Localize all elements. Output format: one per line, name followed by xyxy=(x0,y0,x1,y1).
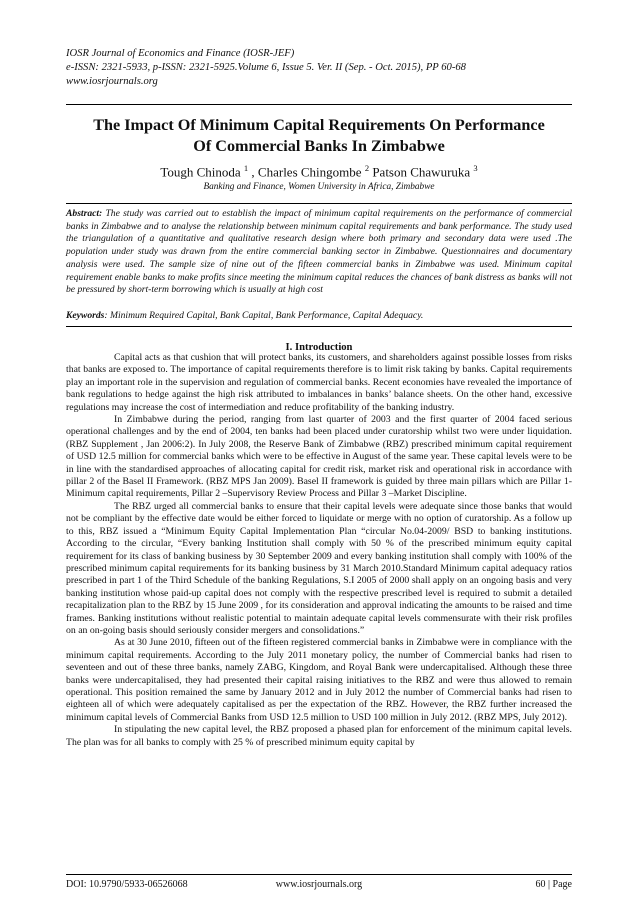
footer-page-number: 60 | Page xyxy=(535,879,572,890)
affiliation: Banking and Finance, Women University in Africa, Zimbabwe xyxy=(203,182,435,192)
paragraph: As at 30 June 2010, fifteen out of the fifteen registered commercial banks in Zimbabwe were in compliance with the minimum capital requirements. According to the July 2011 monetary policy, the number of Commercial banks had risen to seventeen and out of these three banks, namely ZABG, Kingdom, and Royal Bank were undercapitalised. Although these three banks were undercapitalised, they had presented their capital raising initiatives to the RBZ and were thus allowed to remain operational. This position remained the same by January 2012 and in July 2012 the number of Commercial banks had risen to eighteen all of which were adequately capitalised as per the expectation of the RBZ. However, the RBZ further increased the minimum capital levels of Commercial Banks from USD 12.5 million to USD 100 million in July 2012. (RBZ MPS, July 2012). xyxy=(66,637,572,723)
page-footer xyxy=(66,878,572,892)
footer-website[interactable]: www.iosrjournals.org xyxy=(275,879,363,890)
title-line-2: Of Commercial Banks In Zimbabwe xyxy=(193,136,445,155)
body-text xyxy=(66,352,572,749)
title-line-1: The Impact Of Minimum Capital Requirements On Performance xyxy=(93,116,545,134)
journal-issn: e-ISSN: 2321-5933, p-ISSN: 2321-5925.Volume 6, Issue 5. Ver. II (Sep. - Oct. 2015), PP 60-68 xyxy=(66,62,466,74)
abstract-bottom-rule xyxy=(66,326,572,327)
author-1-affiliation-mark: 1 xyxy=(243,163,249,173)
author-3-affiliation-mark: 3 xyxy=(473,163,478,173)
footer-rule xyxy=(66,874,572,875)
journal-header xyxy=(66,47,586,90)
abstract-label: Abstract: xyxy=(66,208,103,219)
paragraph: Capital acts as that cushion that will protect banks, its customers, and shareholders against possible losses from risks that banks are exposed to. The importance of capital requirements therefore is to limit risk taking by banks. Capital requirements play an important role in the supervision and regulation of commercial banks. Recent economies have revealed the importance of bank regulations to hedge against the high risk attributed to imbalances in banks’ balance sheets. On the other hand, excessive regulations may increase the cost of intermediation and reduce profitability of the banking industry. xyxy=(66,352,572,413)
abstract xyxy=(66,208,572,297)
keywords-label: Keywords xyxy=(66,310,105,321)
footer-doi: DOI: 10.9790/5933-06526068 xyxy=(66,879,188,890)
journal-website[interactable]: www.iosrjournals.org xyxy=(66,76,158,88)
keywords xyxy=(66,310,572,323)
header-rule xyxy=(66,104,572,105)
abstract-text: The study was carried out to establish the impact of minimum capital requirements on the performance of commercial banks in Zimbabwe and to analyse the relationship between minimum capital requirements and bank performance. The study used the triangulation of a quantitative and qualitative research design where both primary and secondary data were used .The population under study was drawn from the entire commercial banking sector in Zimbabwe. Questionnaires and documentary analysis were used. The sample size of nine out of the fifteen commercial banks in Zimbabwe was used. Minimum capital requirement enable banks to make profits since meeting the minimum capital reduces the chances of bank distress as banks will not be pressured by short-term borrowing which is usually at high cost xyxy=(66,208,572,296)
author-2: , Charles Chingombe xyxy=(251,164,362,180)
paragraph: The RBZ urged all commercial banks to ensure that their capital levels were adequate since those banks that would not be compliant by the effective date would be either forced to liquidate or merge with no option of curatorship. As a follow up to this, RBZ issued a “Minimum Equity Capital Implementation Plan “circular No.04-2009/ BSD to banking institutions. According to the circular, “Every banking Institution shall comply with 50 % of the prescribed minimum equity capital requirement for its class of banking business by 30 September 2009 and every banking institution shall comply with 100% of the prescribed minimum capital requirements for its banking business by 31 March 2010.Standard Minimum capital adequacy ratios prescribed in part 1 of the Third Schedule of the banking Regulations, S.I 2005 of 2000 shall apply on an ongoing basis and very banking institution whose paid-up capital does not comply with the respective prescribed level is required to submit a detailed recapitalization plan to the RBZ by 15 June 2009 , for its consideration and approval indicating the amounts to be raised and time frames. Banking institutions without realistic potential to maintain adequate capital levels commensurate with their risk profiles on an on-going basis should seriously consider mergers and consolidations.” xyxy=(66,500,572,636)
abstract-top-rule xyxy=(66,203,572,204)
author-3: Patson Chawuruka xyxy=(372,164,471,180)
paper-title xyxy=(60,115,578,156)
paragraph: In Zimbabwe during the period, ranging from last quarter of 2003 and the first quarter of 2004 faced serious operational challenges and by the end of 2004, ten banks had been placed under curatorship whilst two were under liquidation.(RBZ Supplement , Jan 2006:2). In July 2008, the Reserve Bank of Zimbabwe (RBZ) prescribed minimum capital requirement of USD 12.5 million for commercial banks which were to be effective in August of the same year. These capital levels were to be in line with the standardised approaches of allocating capital for credit risk, market risk and operational risk in accordance with pillar 2 of the Basel II Framework. (RBZ MPS Jan 2009). Basel II framework is guided by three main pillars which are Pillar 1-Minimum capital requirements, Pillar 2 –Supervisory Review Process and Pillar 3 –Market Discipline. xyxy=(66,414,572,500)
author-2-affiliation-mark: 2 xyxy=(364,163,370,173)
author-1: Tough Chinoda xyxy=(160,164,241,180)
keywords-text: : Minimum Required Capital, Bank Capital, Bank Performance, Capital Adequacy. xyxy=(104,310,424,321)
journal-name: IOSR Journal of Economics and Finance (IOSR-JEF) xyxy=(66,48,295,59)
section-heading: I. Introduction xyxy=(285,342,353,353)
author-list xyxy=(60,160,578,180)
paragraph: In stipulating the new capital level, the RBZ proposed a phased plan for enforcement of the minimum capital levels. The plan was for all banks to comply with 25 % of prescribed minimum equity capital by xyxy=(66,724,572,748)
